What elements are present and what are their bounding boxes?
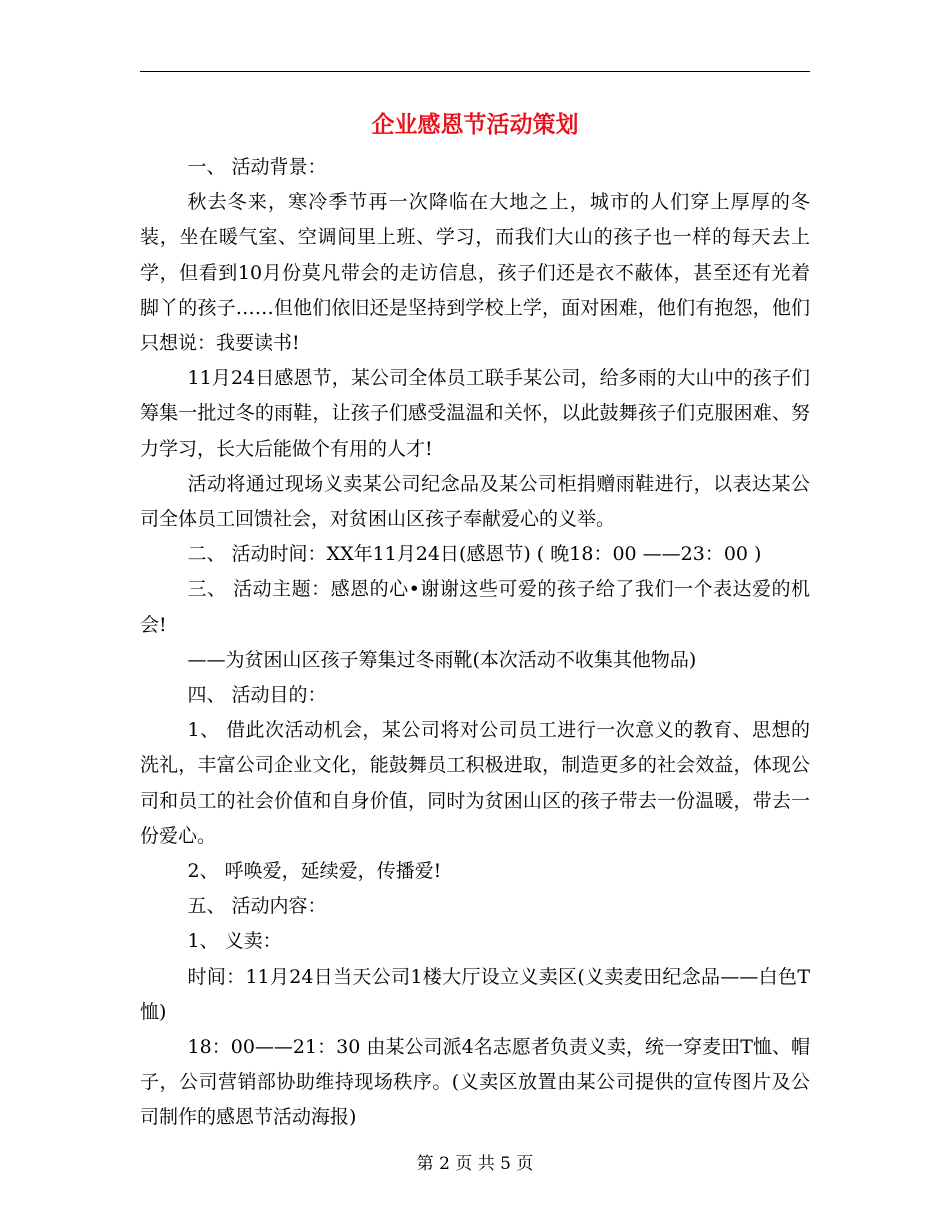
paragraph-event-intro: 11月24日感恩节，某公司全体员工联手某公司，给多雨的大山中的孩子们筹集一批过冬的雨鞋，让孩子们感受温温和关怀，以此鼓舞孩子们克服困难、努力学习，长大后能做个有用的人才! [140, 367, 810, 460]
header-rule [140, 71, 810, 72]
paragraph-theme-subtitle: ——为贫困山区孩子筹集过冬雨靴(本次活动不收集其他物品) [187, 648, 697, 671]
section-heading-purpose: 四、 活动目的： [187, 684, 327, 707]
paragraph-sale-details: 18：00——21：30 由某公司派4名志愿者负责义卖，统一穿麦田T恤、帽子，公司营销部协助维持现场秩序。(义卖区放置由某公司提供的宣传图片及公司制作的感恩节活动海报) [140, 1036, 810, 1129]
page-number: 第 2 页 共 5 页 [416, 1154, 534, 1174]
paragraph-background: 秋去冬来，寒冷季节再一次降临在大地之上，城市的人们穿上厚厚的冬装，坐在暖气室、空调间里上班、学习，而我们大山的孩子也一样的每天去上学，但看到10月份莫凡带会的走访信息，孩子们还是衣不蔽体，甚至还有光着脚丫的孩子……但他们依旧还是坚持到学校上学，面对困难，他们有抱怨，他们只想说：我要读书! [140, 191, 810, 355]
list-item-purpose-2: 2、 呼唤爱，延续爱，传播爱! [187, 860, 442, 883]
section-heading-time: 二、 活动时间：XX年11月24日(感恩节) ( 晚18：00 ——23：00 ) [187, 543, 762, 566]
document-body [140, 150, 810, 1136]
section-heading-background: 一、 活动背景： [187, 156, 327, 178]
list-item-charity-sale: 1、 义卖： [187, 930, 282, 953]
paragraph-sale-time: 时间：11月24日当天公司1楼大厅设立义卖区(义卖麦田纪念品——白色T恤) [140, 965, 810, 1023]
list-item-purpose-1: 1、 借此次活动机会，某公司将对公司员工进行一次意义的教育、思想的洗礼，丰富公司企业文化，能鼓舞员工积极进取，制造更多的社会效益，体现公司和员工的社会价值和自身价值，同时为贫困山区的孩子带去一份温暖，带去一份爱心。 [140, 719, 810, 847]
section-heading-theme: 三、 活动主题：感恩的心•谢谢这些可爱的孩子给了我们一个表达爱的机会! [140, 578, 810, 636]
paragraph-event-method: 活动将通过现场义卖某公司纪念品及某公司柜捐赠雨鞋进行，以表达某公司全体员工回馈社会，对贫困山区孩子奉献爱心的义举。 [140, 472, 810, 531]
section-heading-content: 五、 活动内容： [187, 895, 327, 918]
document-title: 企业感恩节活动策划 [371, 111, 579, 138]
